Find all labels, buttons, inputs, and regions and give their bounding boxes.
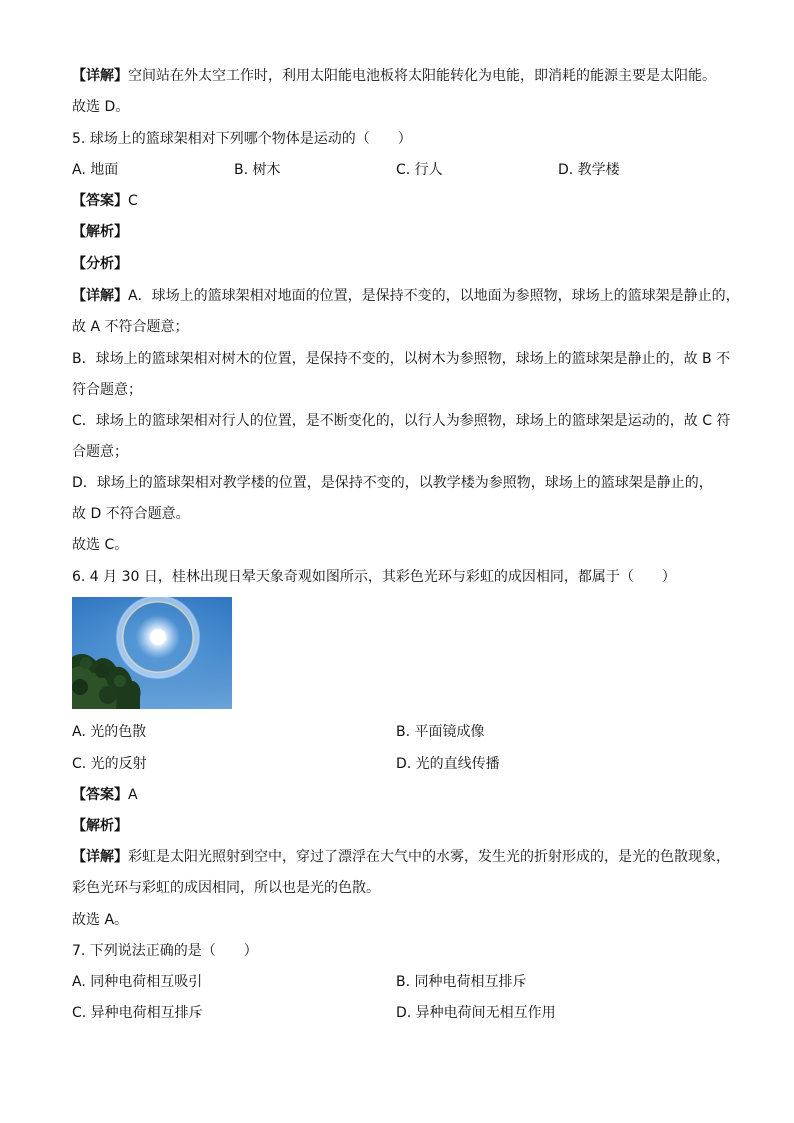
q5-detail-line-6: 合题意； (72, 444, 128, 460)
q6-conclusion: 故选 A。 (72, 912, 129, 928)
q6-detail-line-2: 彩色光环与彩虹的成因相同，所以也是光的色散。 (72, 880, 380, 896)
q5-detail-line-4: 符合题意； (72, 382, 142, 398)
q5-answer (72, 191, 138, 211)
q5-option-a: A. 地面 (72, 162, 119, 178)
q4-detail-text: 空间站在外太空工作时，利用太阳能电池板将太阳能转化为电能，即消耗的能源主要是太阳能。 (128, 68, 716, 84)
q7-option-c: C. 异种电荷相互排斥 (72, 1005, 203, 1021)
q5-detail-line-3: B．球场上的篮球架相对树木的位置，是保持不变的，以树木为参照物，球场上的篮球架是静止的，故 B 不 (72, 351, 731, 367)
q5-detail-line-2: 故 A 不符合题意； (72, 319, 189, 335)
q5-detail-line-5: C．球场上的篮球架相对行人的位置，是不断变化的，以行人为参照物，球场上的篮球架是运动的，故 C 符 (72, 413, 731, 429)
q6-detail-tag: 【详解】 (72, 849, 128, 865)
q5-answer-value: C (128, 193, 138, 209)
q7-option-d: D. 异种电荷间无相互作用 (396, 1005, 556, 1021)
q5-option-c: C. 行人 (396, 162, 443, 178)
q6-detail-line-1 (72, 847, 730, 867)
q5-option-d: D. 教学楼 (558, 162, 620, 178)
q7-stem: 7. 下列说法正确的是（ ） (72, 943, 258, 959)
q5-option-b: B. 树木 (234, 162, 281, 178)
q5-analysis-tag: 【解析】 (72, 224, 128, 240)
q6-answer-tag: 【答案】 (72, 787, 128, 803)
q6-answer-value: A (128, 787, 138, 803)
q5-answer-tag: 【答案】 (72, 193, 128, 209)
q5-detail-line-7: D．球场上的篮球架相对教学楼的位置，是保持不变的，以教学楼为参照物，球场上的篮球架是静止的， (72, 475, 713, 491)
q7-option-a: A. 同种电荷相互吸引 (72, 974, 203, 990)
q6-option-d: D. 光的直线传播 (396, 756, 500, 772)
q6-stem: 6. 4 月 30 日，桂林出现日晕天象奇观如图所示，其彩色光环与彩虹的成因相同，都属于（ ） (72, 569, 676, 585)
q5-stem: 5. 球场上的篮球架相对下列哪个物体是运动的（ ） (72, 131, 412, 147)
q4-conclusion: 故选 D。 (72, 99, 130, 115)
q5-fenxi-tag: 【分析】 (72, 256, 128, 272)
q6-detail-text-1: 彩虹是太阳光照射到空中，穿过了漂浮在大气中的水雾，发生光的折射形成的，是光的色散现象， (128, 849, 730, 865)
sun-halo-photo (72, 597, 232, 709)
q6-option-a: A. 光的色散 (72, 724, 147, 740)
q5-detail-text-1: A．球场上的篮球架相对地面的位置，是保持不变的，以地面为参照物，球场上的篮球架是静止的， (128, 288, 740, 304)
q6-option-c: C. 光的反射 (72, 756, 147, 772)
q5-detail-line-8: 故 D 不符合题意。 (72, 506, 190, 522)
q4-detail (72, 66, 716, 86)
q4-detail-tag: 【详解】 (72, 68, 128, 84)
q6-answer (72, 785, 138, 805)
sun-halo-icon (72, 597, 232, 709)
q6-analysis-tag: 【解析】 (72, 818, 128, 834)
q7-option-b: B. 同种电荷相互排斥 (396, 974, 527, 990)
q5-conclusion: 故选 C。 (72, 537, 129, 553)
q6-option-b: B. 平面镜成像 (396, 724, 485, 740)
q5-detail-tag: 【详解】 (72, 288, 128, 304)
q5-detail-line-1 (72, 286, 740, 306)
